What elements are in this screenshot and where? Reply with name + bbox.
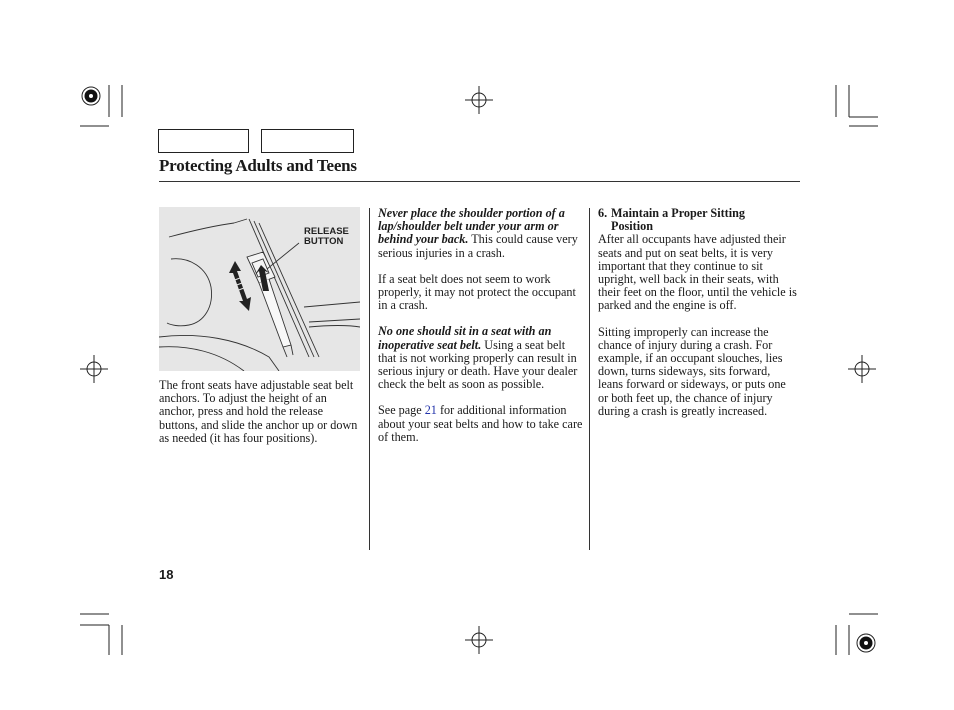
page-number: 18	[159, 567, 174, 582]
callout-line: RELEASE	[304, 226, 349, 237]
warning-paragraph	[378, 325, 583, 391]
page-title: Protecting Adults and Teens	[159, 156, 357, 175]
callout-line: BUTTON	[304, 236, 344, 247]
body-paragraph: After all occupants have adjusted their seats and put on seat belts, it is very important that they continue to sit upright, well back in their seats, with their feet on the floor, until the vehicle is parked and the engine is off.	[598, 232, 797, 313]
warning-text: Never place the shoulder portion of a lap/shoulder belt under your arm or behind your back.	[378, 206, 565, 247]
release-button-callout	[304, 227, 349, 247]
warning-paragraph	[378, 207, 583, 260]
see-page-paragraph	[378, 404, 583, 444]
header-tab-blank-2	[261, 129, 354, 153]
body-paragraph: Sitting improperly can increase the chance of injury during a crash. For example, if an occupant slouches, lies down, turns sideways, sits forward, leans forward or sideways, or puts one or both feet up, the chance of injury during a crash is greatly increased.	[598, 324, 786, 418]
column-2	[378, 207, 583, 457]
column-1	[159, 379, 363, 458]
seat-belt-anchor-illustration	[159, 207, 360, 371]
header-tab-blank-1	[158, 129, 249, 153]
page-link[interactable]: 21	[424, 403, 437, 418]
column-divider	[369, 208, 370, 550]
warning-text: No one should sit in a seat with an inoperative seat belt.	[378, 324, 552, 352]
column-divider	[589, 208, 590, 550]
title-rule	[159, 181, 800, 182]
warning-rest: Using a seat belt that is not working properly can result in serious injury or death. Have your dealer check the belt as soon as possible.	[378, 337, 578, 392]
section-heading	[598, 207, 798, 233]
heading-line: Position	[611, 219, 653, 234]
registration-mark-icon	[857, 634, 875, 652]
heading-line: Maintain a Proper Sitting	[611, 206, 745, 220]
column-3	[598, 207, 798, 431]
registration-mark-icon	[82, 87, 100, 105]
body-paragraph: If a seat belt does not seem to work properly, it may not protect the occupant in a crash.	[378, 271, 576, 313]
see-suffix: for additional information about your seat belts and how to take care of them.	[378, 403, 583, 444]
warning-rest: This could cause very serious injuries in a crash.	[378, 232, 578, 260]
see-prefix: See page	[378, 403, 425, 418]
heading-number: 6.	[598, 206, 608, 220]
figure-caption: The front seats have adjustable seat belt anchors. To adjust the height of an anchor, press and hold the release buttons, and slide the anchor up or down as needed (it has four positions).	[159, 378, 358, 445]
